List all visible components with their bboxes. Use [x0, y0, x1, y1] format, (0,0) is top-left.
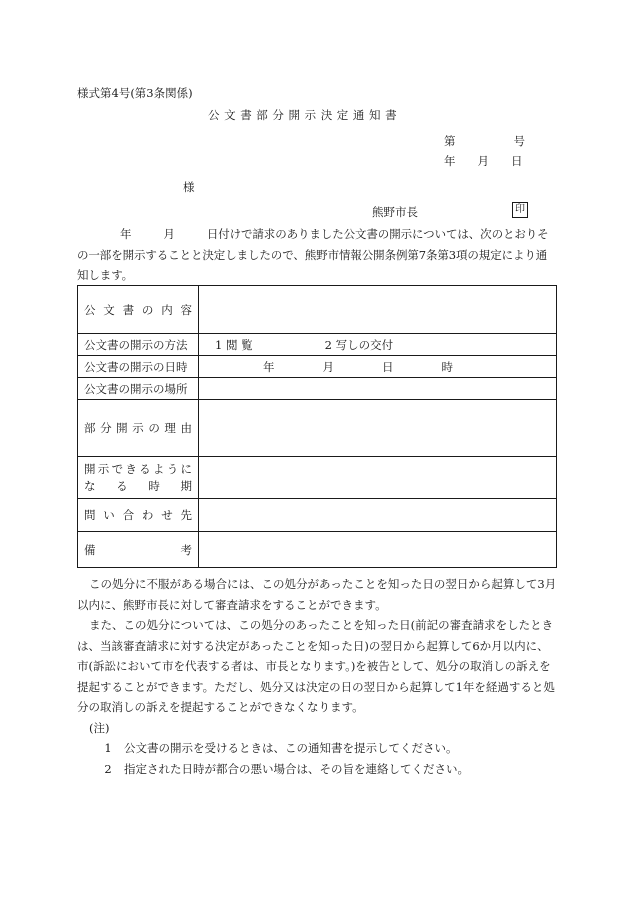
- label-char: 示: [132, 421, 144, 435]
- label-char: 先: [180, 508, 192, 522]
- note-item: [77, 759, 557, 780]
- table-row: [78, 499, 557, 532]
- label-char: 理: [164, 421, 176, 435]
- sender-name: 熊野市長: [372, 205, 418, 219]
- datetime-day: 日: [382, 359, 394, 374]
- label-char: る: [139, 461, 151, 476]
- row-value[interactable]: [199, 286, 557, 334]
- label-content-spread: [84, 420, 192, 436]
- disclosure-table: [77, 285, 557, 568]
- row-label: 公文書の開示の日時: [78, 356, 199, 378]
- row-label: [78, 457, 199, 499]
- intro-paragraph: [77, 224, 555, 286]
- row-value[interactable]: [199, 499, 557, 532]
- table-row: [78, 286, 557, 334]
- table-row: [78, 457, 557, 499]
- datetime-year: 年: [263, 359, 275, 374]
- label-char: 合: [122, 508, 135, 522]
- date-month: 月: [477, 154, 489, 168]
- label-content-spread: [84, 302, 192, 318]
- row-label: [78, 400, 199, 457]
- table-row: [78, 334, 557, 356]
- label-char: 内: [161, 302, 173, 317]
- label-char: 書: [122, 302, 135, 317]
- notes-heading: (注): [89, 720, 110, 735]
- table-row: [78, 532, 557, 568]
- label-char: 時: [148, 478, 160, 493]
- note-text: 公文書の開示を受けるときは、この通知書を提示してください。: [124, 741, 458, 755]
- label-char: せ: [161, 508, 173, 522]
- objection-paragraph: この処分に不服がある場合には、この処分があったことを知った日の翌日から起算して3月以内に、熊野市長に対して審査請求をすることができます。: [77, 577, 557, 612]
- row-label: 公文書の開示の方法: [78, 334, 199, 356]
- document-title: 公文書部分開示決定通知書: [208, 108, 402, 122]
- row-label: 公文書の開示の場所: [78, 378, 199, 400]
- note-item: [77, 738, 557, 759]
- method-option-view[interactable]: 1 閲 覧: [215, 337, 253, 352]
- label-char: の: [148, 421, 160, 435]
- label-content-spread: [84, 542, 192, 558]
- row-label: [78, 499, 199, 532]
- table-row: [78, 400, 557, 457]
- label-char: わ: [141, 508, 154, 522]
- number-suffix: 号: [513, 134, 525, 148]
- row-label: [78, 286, 199, 334]
- label-char: 公: [84, 302, 96, 317]
- label-char: で: [111, 461, 124, 476]
- intro-text: 日付けで請求のありました公文書の開示については、次のとおりその一部を開示することと決定しましたので、熊野市情報公開条例第7条第3項の規定により通知します。: [77, 227, 549, 282]
- table-row: [78, 356, 557, 378]
- label-char: 分: [100, 421, 112, 435]
- number-prefix: 第: [444, 134, 456, 148]
- document-date-line: [444, 153, 523, 169]
- recipient-suffix: 様: [183, 180, 195, 194]
- method-option-copy[interactable]: 2 写しの交付: [324, 337, 394, 352]
- table-row: [78, 378, 557, 400]
- row-label: [78, 532, 199, 568]
- note-number: 2: [104, 761, 112, 776]
- label-char: 示: [97, 461, 110, 476]
- label-char: 由: [180, 421, 192, 435]
- row-value[interactable]: [199, 400, 557, 457]
- row-value[interactable]: [199, 457, 557, 499]
- label-char: 部: [84, 421, 96, 435]
- notes-section: [77, 574, 557, 779]
- note-number: 1: [104, 741, 112, 755]
- label-char: る: [116, 478, 128, 493]
- method-value[interactable]: [199, 334, 557, 356]
- label-char: 期: [180, 478, 192, 493]
- document-number-line: [444, 133, 525, 149]
- date-year: 年: [444, 154, 456, 168]
- label-char: の: [141, 302, 154, 317]
- intro-year: 年: [120, 227, 132, 241]
- label-char: 開: [116, 421, 128, 435]
- form-number: 様式第4号(第3条関係): [77, 86, 193, 100]
- label-char: に: [180, 461, 192, 476]
- note-text: 指定された日時が都合の悪い場合は、その旨を連絡してください。: [124, 761, 469, 776]
- row-value[interactable]: [199, 378, 557, 400]
- date-day: 日: [511, 154, 523, 168]
- datetime-value[interactable]: [199, 356, 557, 378]
- label-char: 開: [84, 461, 96, 476]
- label-char: う: [166, 461, 179, 476]
- label-char: 文: [103, 302, 115, 317]
- label-content-spread: [84, 478, 192, 495]
- label-content-spread: [84, 461, 192, 478]
- label-char: な: [84, 478, 96, 493]
- datetime-hour: 時: [441, 359, 453, 374]
- lawsuit-paragraph: また、この処分については、この処分のあったことを知った日(前記の審査請求をしたときは、当該審査請求に対する決定があったことを知った日)の翌日から起算して6か月以内に、市(訴訟において市を代表する者は、市長となります。)を被告として、処分の取消しの訴えを提起することができます。ただし、処分又は決定の日の翌日から起算して1年を経過すると処分の取消しの訴えを提起することができなくなります。: [77, 618, 555, 714]
- label-char: 問: [84, 508, 96, 522]
- label-content-spread: [84, 507, 192, 523]
- label-char: 考: [180, 542, 192, 557]
- label-char: よ: [152, 461, 165, 476]
- row-value[interactable]: [199, 532, 557, 568]
- datetime-month: 月: [322, 359, 334, 374]
- seal-box: 印: [512, 202, 528, 218]
- intro-month: 月: [163, 227, 175, 241]
- label-char: い: [103, 508, 115, 522]
- label-char: き: [125, 461, 137, 476]
- label-char: 容: [180, 302, 192, 317]
- label-char: 備: [84, 542, 96, 557]
